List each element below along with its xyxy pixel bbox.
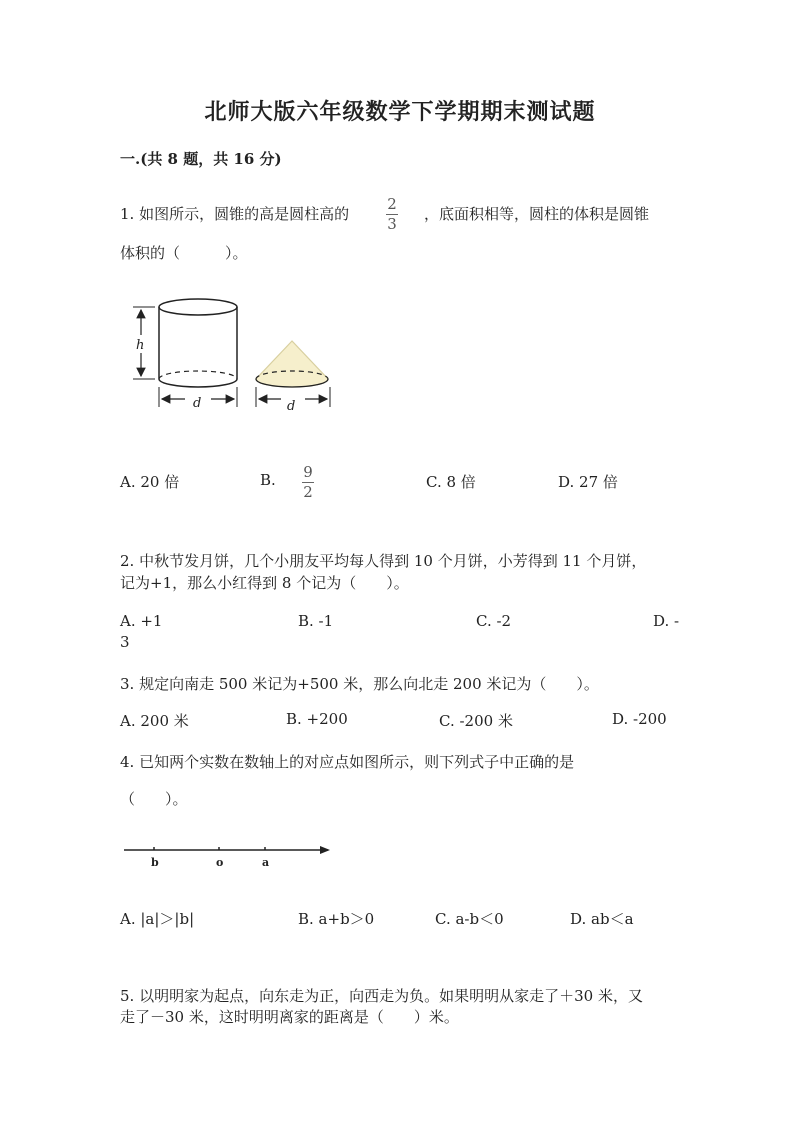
- number-line-figure: [122, 838, 334, 870]
- cone-shape: [256, 341, 328, 387]
- q2-option-a[interactable]: A. +1: [120, 612, 163, 630]
- q1-option-b-numerator: 9: [303, 463, 313, 481]
- point-a-label: a: [262, 856, 270, 869]
- cylinder-diameter-label: d: [193, 396, 202, 411]
- q4-option-a[interactable]: A. |a|＞|b|: [120, 910, 195, 928]
- number-line-arrowhead: [320, 846, 330, 854]
- q1-text-part2: ，底面积相等，圆柱的体积是圆锥: [424, 205, 650, 223]
- point-o-label: o: [216, 856, 224, 869]
- point-b-label: b: [151, 856, 159, 869]
- cylinder-shape: [159, 299, 237, 387]
- q1-option-c[interactable]: C. 8 倍: [426, 473, 476, 491]
- q4-text-line2: （ ）。: [120, 790, 188, 808]
- q4-option-d[interactable]: D. ab＜a: [570, 910, 634, 928]
- q2-text-line1: 2. 中秋节发月饼，几个小朋友平均每人得到 10 个月饼，小芳得到 11 个月饼，: [120, 552, 647, 570]
- q2-option-d-wrap: 3: [120, 633, 130, 651]
- q1-text-part1: 1. 如图所示，圆锥的高是圆柱高的: [120, 205, 350, 223]
- q4-text-line1: 4. 已知两个实数在数轴上的对应点如图所示，则下列式子中正确的是: [120, 753, 575, 771]
- height-label: h: [136, 338, 145, 353]
- q1-option-b-fraction: [302, 464, 314, 501]
- q1-option-b-denominator: 2: [303, 483, 313, 501]
- section-heading: 一.(共 8 题，共 16 分): [120, 150, 282, 168]
- q2-option-c[interactable]: C. -2: [476, 612, 512, 630]
- q4-option-b[interactable]: B. a+b＞0: [298, 910, 375, 928]
- q1-option-a[interactable]: A. 20 倍: [120, 473, 180, 491]
- q1-fraction-numerator: 2: [387, 195, 397, 213]
- page-title: 北师大版六年级数学下学期期末测试题: [204, 99, 596, 125]
- q4-option-c[interactable]: C. a-b＜0: [435, 910, 504, 928]
- q1-option-d[interactable]: D. 27 倍: [558, 473, 618, 491]
- q3-option-c[interactable]: C. -200 米: [439, 712, 513, 730]
- cylinder-cone-figure: [125, 295, 345, 415]
- q1-fraction-denominator: 3: [387, 215, 397, 233]
- q1-fraction: [386, 196, 398, 233]
- q2-option-b[interactable]: B. -1: [298, 612, 334, 630]
- q5-text-line1: 5. 以明明家为起点，向东走为正，向西走为负。如果明明从家走了＋30 米，又: [120, 987, 643, 1005]
- q3-text: 3. 规定向南走 500 米记为+500 米，那么向北走 200 米记为（ ）。: [120, 675, 599, 693]
- q1-option-b[interactable]: B.: [260, 471, 276, 489]
- q2-option-d[interactable]: D. -: [653, 612, 680, 630]
- q5-text-line2: 走了－30 米，这时明明离家的距离是（ ）米。: [120, 1008, 459, 1026]
- q3-option-d[interactable]: D. -200: [612, 710, 667, 728]
- q3-option-a[interactable]: A. 200 米: [120, 712, 189, 730]
- q1-text-line2: 体积的（ ）。: [120, 244, 248, 262]
- cone-diameter-label: d: [287, 399, 296, 414]
- q3-option-b[interactable]: B. +200: [286, 710, 348, 728]
- q2-text-line2: 记为+1，那么小红得到 8 个记为（ ）。: [120, 574, 409, 592]
